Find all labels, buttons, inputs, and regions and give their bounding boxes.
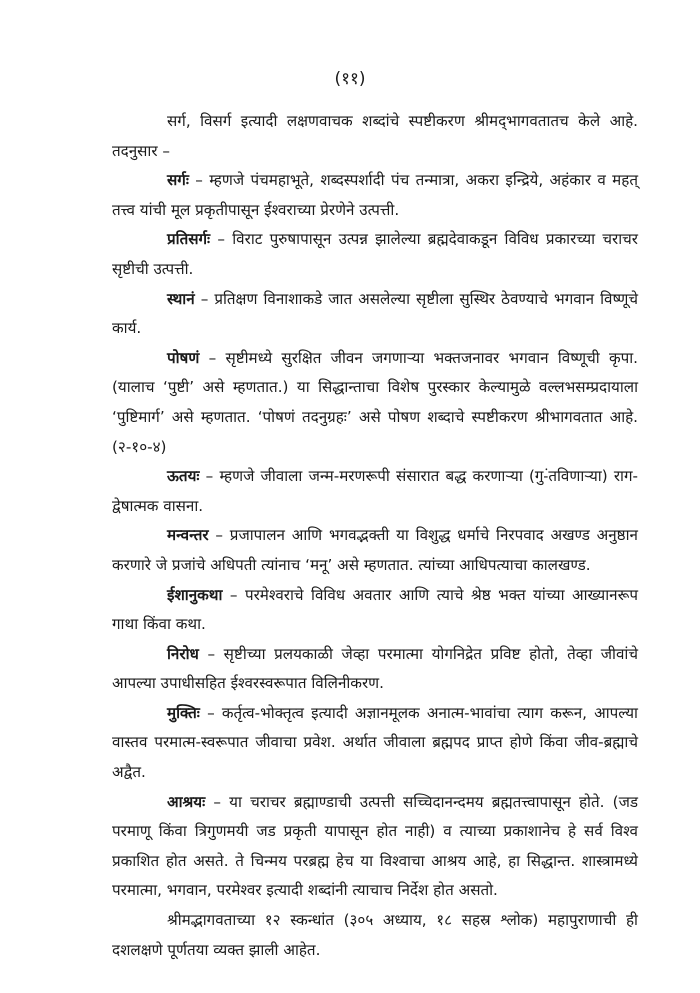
definition-pratisarga xyxy=(112,225,638,284)
definition-poshanam xyxy=(112,344,638,462)
definition-nirodha xyxy=(112,640,638,699)
term-sarga: सर्गः xyxy=(167,171,189,190)
definition-ishanukatha xyxy=(112,581,638,640)
term-ashrayah: आश्रयः xyxy=(167,792,206,811)
definition-text-sthanam: – प्रतिक्षण विनाशाकडे जात असलेल्या सृष्टीला सुस्थिर ठेवण्याचे भगवान विष्णूचे कार्य. xyxy=(112,289,638,338)
term-pratisarga: प्रतिसर्गः xyxy=(167,230,211,249)
closing-paragraph: श्रीमद्भागवताच्या १२ स्कन्धांत (३०५ अध्याय, १८ सहस्र श्लोक) महापुराणाची ही दशलक्षणे पूर्णतया व्यक्त झाली आहेत. xyxy=(112,911,638,959)
definition-text-ashrayah: – या चराचर ब्रह्माण्डाची उत्पत्ती सच्चिदानन्दमय ब्रह्मतत्त्वापासून होते. (जड परमाणू किंवा त्रिगुणमयी जड प्रकृती यापासून होत नाही) व त्याच्या प्रकाशानेच हे सर्व विश्व प्रकाशित होत असते. ते चिन्मय परब्रह्म हेच या विश्वाचा आश्रय आहे, हा सिद्धान्त. शास्त्रामध्ये परमात्मा, भगवान, परमेश्वर इत्यादी शब्दांनी त्याचाच निर्देश होत असतो. xyxy=(112,792,638,900)
definition-muktih xyxy=(112,699,638,788)
term-nirodha: निरोध xyxy=(167,644,199,663)
definition-manvantara xyxy=(112,521,638,580)
term-utayah: ऊतयः xyxy=(167,467,200,486)
definition-text-manvantara: – प्रजापालन आणि भगवद्भक्ती या विशुद्ध धर्माचे निरपवाद अखण्ड अनुष्ठान करणारे जे प्रजांचे अधिपती त्यांनाच ‘मनू’ असे म्हणतात. त्यांच्या आधिपत्याचा कालखण्ड. xyxy=(112,526,638,574)
term-muktih: मुक्तिः xyxy=(167,703,200,722)
definition-text-nirodha: – सृष्टीच्या प्रलयकाळी जेव्हा परमात्मा योगनिद्रेत प्रविष्ट होतो, तेव्हा जीवांचे आपल्या उपाधीसहित ईश्वरस्वरूपात विलिनीकरण. xyxy=(112,644,638,693)
definition-text-pratisarga: – विराट पुरुषापासून उत्पन्न झालेल्या ब्रह्मदेवाकडून विविध प्रकारच्या चराचर सृष्टीची उत्पत्ती. xyxy=(112,230,638,278)
page-number: (११) xyxy=(334,69,366,89)
definition-sthanam xyxy=(112,285,638,344)
intro-paragraph: सर्ग, विसर्ग इत्यादी लक्षणवाचक शब्दांचे स्पष्टीकरण श्रीमद्‌भागवतातच केले आहे. तदनुसार – xyxy=(112,112,638,160)
definition-text-muktih: – कर्तृत्व-भोक्तृत्व इत्यादी अज्ञानमूलक अनात्म-भावांचा त्याग करून, आपल्या वास्तव परमात्म-स्वरूपात जीवाचा प्रवेश. अर्थात जीवाला ब्रह्मपद प्राप्त होणे किंवा जीव-ब्रह्माचे अद्वैत. xyxy=(112,703,638,782)
definition-sarga xyxy=(112,166,638,225)
term-poshanam: पोषणं xyxy=(167,348,200,367)
definition-utayah xyxy=(112,462,638,521)
term-sthanam: स्थानं xyxy=(167,289,195,308)
definition-text-utayah: – म्हणजे जीवाला जन्म-मरणरूपी संसारात बद्ध करणाऱ्या (गु-ंतविणाऱ्या) राग-द्वेषात्मक वासना. xyxy=(112,467,638,515)
definition-text-sarga: – म्हणजे पंचमहाभूते, शब्दस्पर्शादी पंच तन्मात्रा, अकरा इन्द्रिये, अहंकार व महत् तत्त्व यांची मूल प्रकृतीपासून ईश्वराच्या प्रेरणेने उत्पत्ती. xyxy=(112,171,638,219)
term-manvantara: मन्वन्तर xyxy=(167,526,209,545)
definition-text-ishanukatha: – परमेश्वराचे विविध अवतार आणि त्याचे श्रेष्ठ भक्त यांच्या आख्यानरूप गाथा किंवा कथा. xyxy=(112,585,638,634)
definition-ashrayah xyxy=(112,788,638,906)
term-ishanukatha: ईशानुकथा xyxy=(167,585,223,604)
definition-text-poshanam: – सृष्टीमध्ये सुरक्षित जीवन जगणाऱ्या भक्तजनावर भगवान विष्णूची कृपा. (यालाच ‘पुष्टी’ असे म्हणतात.) या सिद्धान्ताचा विशेष पुरस्कार केल्यामुळे वल्लभसम्प्रदायाला ‘पुष्टिमार्ग’ असे म्हणतात. ‘पोषणं तदनुग्रहः’ असे पोषण शब्दाचे स्पष्टीकरण श्रीभागवतात आहे. (२-१०-४) xyxy=(112,348,638,456)
